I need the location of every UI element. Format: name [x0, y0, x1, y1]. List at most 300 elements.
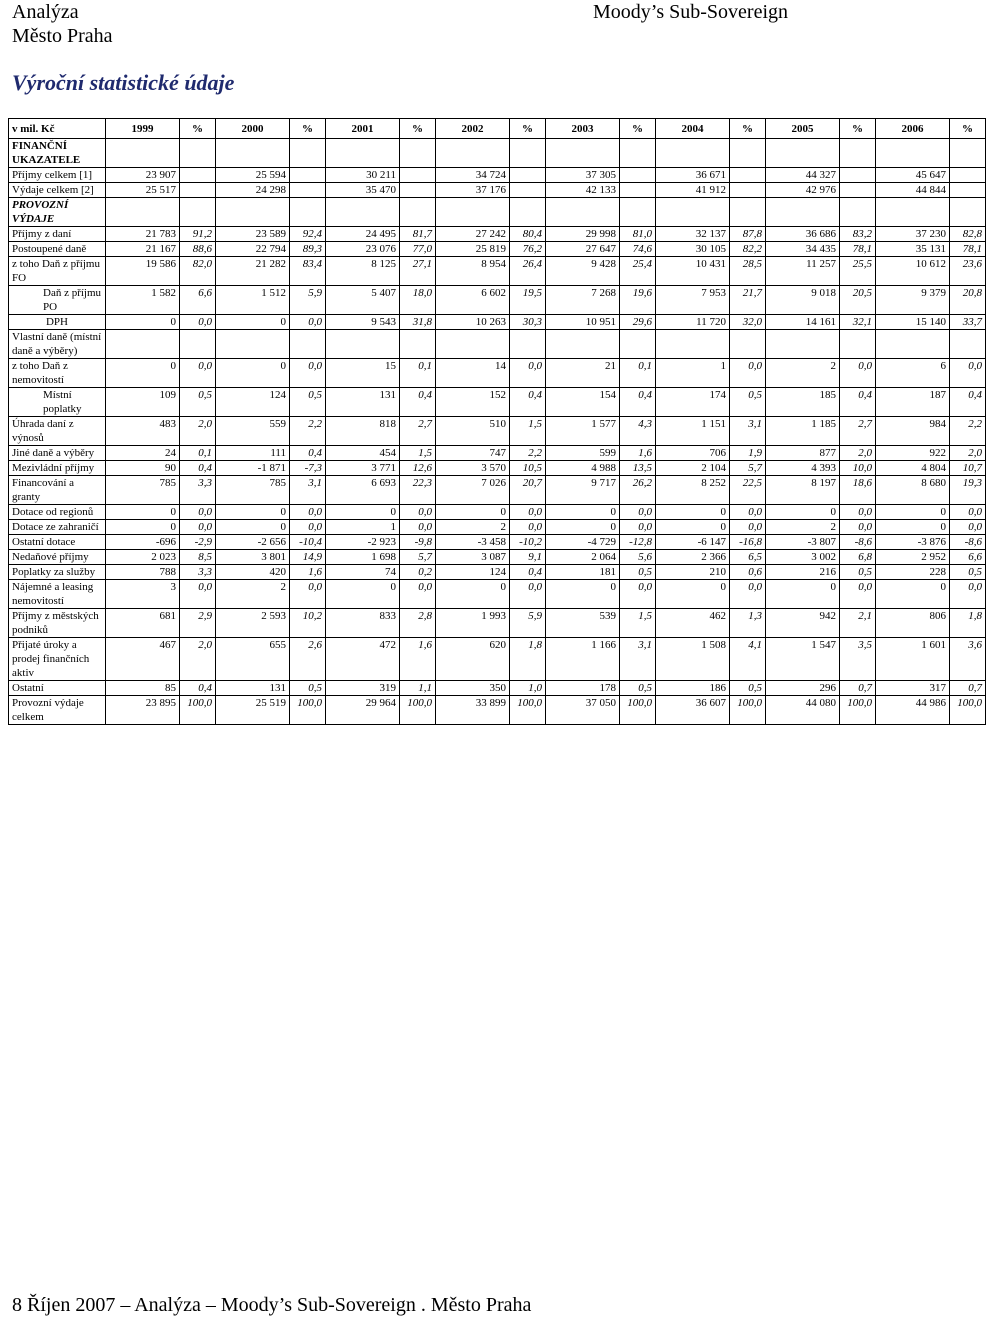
percent-cell: 2,2	[510, 446, 546, 461]
value-cell: 942	[766, 609, 840, 638]
percent-cell: 78,1	[950, 242, 986, 257]
row-label: Příjmy z městských podniků	[9, 609, 106, 638]
value-cell: 181	[546, 565, 620, 580]
percent-cell: 100,0	[180, 696, 216, 725]
percent-cell: 0,0	[290, 520, 326, 535]
percent-cell: 1,9	[730, 446, 766, 461]
value-cell: 186	[656, 681, 730, 696]
value-cell: 1 166	[546, 638, 620, 681]
percent-cell: 5,7	[730, 461, 766, 476]
value-cell: 1 582	[106, 286, 180, 315]
value-cell: 9 717	[546, 476, 620, 505]
value-cell: 23 076	[326, 242, 400, 257]
percent-cell: 0,0	[730, 505, 766, 520]
percent-cell: 0,0	[730, 520, 766, 535]
value-cell: 10 431	[656, 257, 730, 286]
statistics-table	[8, 118, 986, 725]
percent-cell: 0,5	[950, 565, 986, 580]
percent-cell: 12,6	[400, 461, 436, 476]
value-cell: 877	[766, 446, 840, 461]
value-cell: 24 298	[216, 183, 290, 198]
value-cell	[656, 139, 730, 168]
column-header-year: 2000	[216, 119, 290, 139]
percent-cell: -7,3	[290, 461, 326, 476]
value-cell: 9 543	[326, 315, 400, 330]
value-cell: 41 912	[656, 183, 730, 198]
column-header-year: 2002	[436, 119, 510, 139]
value-cell: 4 393	[766, 461, 840, 476]
value-cell: -6 147	[656, 535, 730, 550]
percent-cell	[180, 183, 216, 198]
row-label: PROVOZNÍ VÝDAJE	[9, 198, 106, 227]
value-cell: 10 951	[546, 315, 620, 330]
value-cell: 44 844	[876, 183, 950, 198]
table-row	[9, 417, 986, 446]
value-cell: 35 470	[326, 183, 400, 198]
percent-cell: 1,5	[620, 609, 656, 638]
table-row	[9, 535, 986, 550]
percent-cell: 82,2	[730, 242, 766, 257]
percent-cell: 80,4	[510, 227, 546, 242]
table-row	[9, 242, 986, 257]
value-cell: 8 252	[656, 476, 730, 505]
percent-cell: 6,8	[840, 550, 876, 565]
value-cell: 25 819	[436, 242, 510, 257]
value-cell: 9 379	[876, 286, 950, 315]
value-cell: 785	[106, 476, 180, 505]
percent-cell: 0,4	[840, 388, 876, 417]
percent-cell	[510, 198, 546, 227]
percent-cell: 5,6	[620, 550, 656, 565]
value-cell	[656, 330, 730, 359]
percent-cell: -10,2	[510, 535, 546, 550]
value-cell: 4 988	[546, 461, 620, 476]
table-row	[9, 257, 986, 286]
value-cell: 0	[766, 580, 840, 609]
percent-cell: 0,0	[510, 580, 546, 609]
value-cell: 0	[656, 580, 730, 609]
value-cell: 131	[326, 388, 400, 417]
value-cell: 1 993	[436, 609, 510, 638]
value-cell: 2	[766, 359, 840, 388]
column-header-percent: %	[290, 119, 326, 139]
percent-cell: 14,9	[290, 550, 326, 565]
percent-cell	[510, 183, 546, 198]
percent-cell	[180, 330, 216, 359]
value-cell: 1 508	[656, 638, 730, 681]
value-cell: 922	[876, 446, 950, 461]
column-header-percent: %	[400, 119, 436, 139]
percent-cell: 0,7	[840, 681, 876, 696]
value-cell: 111	[216, 446, 290, 461]
value-cell: 3 771	[326, 461, 400, 476]
value-cell: 29 998	[546, 227, 620, 242]
value-cell: 21 167	[106, 242, 180, 257]
value-cell: 36 607	[656, 696, 730, 725]
value-cell: 44 080	[766, 696, 840, 725]
percent-cell: 0,0	[180, 520, 216, 535]
percent-cell: 0,4	[400, 388, 436, 417]
value-cell: 21 783	[106, 227, 180, 242]
value-cell: 0	[766, 505, 840, 520]
value-cell: 8 125	[326, 257, 400, 286]
percent-cell: 31,8	[400, 315, 436, 330]
value-cell: 29 964	[326, 696, 400, 725]
value-cell: 1	[656, 359, 730, 388]
column-header-unit: v mil. Kč	[9, 119, 106, 139]
value-cell: 2 366	[656, 550, 730, 565]
value-cell: -4 729	[546, 535, 620, 550]
percent-cell: 0,4	[950, 388, 986, 417]
value-cell: 152	[436, 388, 510, 417]
column-header-year: 2005	[766, 119, 840, 139]
value-cell: 216	[766, 565, 840, 580]
percent-cell: 3,1	[620, 638, 656, 681]
percent-cell: 8,5	[180, 550, 216, 565]
percent-cell: 2,7	[840, 417, 876, 446]
value-cell: 23 895	[106, 696, 180, 725]
value-cell: -2 656	[216, 535, 290, 550]
value-cell: 539	[546, 609, 620, 638]
value-cell: 7 026	[436, 476, 510, 505]
row-label: z toho Daň z příjmu FO	[9, 257, 106, 286]
value-cell: 1 185	[766, 417, 840, 446]
value-cell: 124	[216, 388, 290, 417]
report-type: Analýza	[12, 1, 79, 23]
percent-cell: 0,4	[180, 461, 216, 476]
value-cell: 25 517	[106, 183, 180, 198]
value-cell	[106, 198, 180, 227]
percent-cell	[180, 139, 216, 168]
percent-cell: 0,0	[840, 580, 876, 609]
value-cell: 24 495	[326, 227, 400, 242]
percent-cell: 0,0	[180, 359, 216, 388]
value-cell: 30 105	[656, 242, 730, 257]
percent-cell	[510, 168, 546, 183]
row-label: Nedaňové příjmy	[9, 550, 106, 565]
value-cell: 23 907	[106, 168, 180, 183]
table-row	[9, 696, 986, 725]
row-label: Místní poplatky	[9, 388, 106, 417]
percent-cell	[730, 168, 766, 183]
value-cell: 21 282	[216, 257, 290, 286]
percent-cell	[840, 168, 876, 183]
row-label: Mezivládní příjmy	[9, 461, 106, 476]
percent-cell: 0,4	[290, 446, 326, 461]
value-cell: 1 601	[876, 638, 950, 681]
value-cell	[656, 198, 730, 227]
value-cell	[766, 198, 840, 227]
value-cell: 124	[436, 565, 510, 580]
percent-cell: 0,0	[180, 580, 216, 609]
percent-cell: 13,5	[620, 461, 656, 476]
column-header-year: 1999	[106, 119, 180, 139]
percent-cell	[180, 198, 216, 227]
value-cell: 0	[876, 520, 950, 535]
percent-cell: 23,6	[950, 257, 986, 286]
value-cell: 228	[876, 565, 950, 580]
percent-cell: 1,8	[510, 638, 546, 681]
percent-cell: 2,8	[400, 609, 436, 638]
row-label: Výdaje celkem [2]	[9, 183, 106, 198]
column-header-year: 2006	[876, 119, 950, 139]
row-label: Vlastní daně (místní daně a výběry)	[9, 330, 106, 359]
percent-cell: 2,2	[290, 417, 326, 446]
percent-cell: 0,5	[620, 681, 656, 696]
column-header-percent: %	[510, 119, 546, 139]
percent-cell: 2,1	[840, 609, 876, 638]
value-cell: 0	[106, 315, 180, 330]
value-cell	[106, 139, 180, 168]
value-cell: 2 104	[656, 461, 730, 476]
value-cell: 747	[436, 446, 510, 461]
column-header-year: 2001	[326, 119, 400, 139]
table-row	[9, 609, 986, 638]
percent-cell: 2,7	[400, 417, 436, 446]
percent-cell: 100,0	[950, 696, 986, 725]
value-cell	[876, 139, 950, 168]
table-row	[9, 580, 986, 609]
value-cell: 154	[546, 388, 620, 417]
percent-cell: 0,0	[400, 580, 436, 609]
value-cell: 350	[436, 681, 510, 696]
percent-cell: 2,0	[180, 417, 216, 446]
percent-cell: 0,0	[290, 359, 326, 388]
value-cell: 2 593	[216, 609, 290, 638]
value-cell: 1 512	[216, 286, 290, 315]
percent-cell: 100,0	[290, 696, 326, 725]
value-cell: 296	[766, 681, 840, 696]
percent-cell: 0,1	[400, 359, 436, 388]
percent-cell: 10,7	[950, 461, 986, 476]
row-label: Příjmy z daní	[9, 227, 106, 242]
value-cell	[546, 139, 620, 168]
value-cell: 10 612	[876, 257, 950, 286]
percent-cell: 0,0	[730, 580, 766, 609]
column-header-year: 2003	[546, 119, 620, 139]
value-cell	[106, 330, 180, 359]
value-cell: 2 952	[876, 550, 950, 565]
percent-cell: 9,1	[510, 550, 546, 565]
percent-cell: 0,0	[180, 315, 216, 330]
percent-cell	[950, 198, 986, 227]
percent-cell: 100,0	[510, 696, 546, 725]
page-title: Výroční statistické údaje	[12, 70, 235, 95]
percent-cell: 1,1	[400, 681, 436, 696]
percent-cell: -12,8	[620, 535, 656, 550]
value-cell: 45 647	[876, 168, 950, 183]
value-cell: 818	[326, 417, 400, 446]
value-cell: 131	[216, 681, 290, 696]
percent-cell: 19,3	[950, 476, 986, 505]
value-cell: 0	[106, 520, 180, 535]
value-cell: 559	[216, 417, 290, 446]
value-cell: 6	[876, 359, 950, 388]
value-cell: 14 161	[766, 315, 840, 330]
percent-cell: 0,0	[730, 359, 766, 388]
row-label: Ostatní dotace	[9, 535, 106, 550]
table-header-row	[9, 119, 986, 139]
value-cell: 462	[656, 609, 730, 638]
value-cell: 174	[656, 388, 730, 417]
row-label: Nájemné a leasing nemovitostí	[9, 580, 106, 609]
value-cell	[546, 198, 620, 227]
value-cell	[766, 330, 840, 359]
value-cell: 27 647	[546, 242, 620, 257]
percent-cell	[840, 330, 876, 359]
percent-cell	[730, 330, 766, 359]
table-row	[9, 520, 986, 535]
row-label: Jiné daně a výběry	[9, 446, 106, 461]
value-cell: 9 428	[546, 257, 620, 286]
percent-cell: 5,9	[510, 609, 546, 638]
percent-cell: 2,9	[180, 609, 216, 638]
value-cell: 27 242	[436, 227, 510, 242]
value-cell	[326, 330, 400, 359]
percent-cell: 5,9	[290, 286, 326, 315]
percent-cell: 0,0	[290, 505, 326, 520]
percent-cell: 0,5	[730, 388, 766, 417]
table-row	[9, 638, 986, 681]
percent-cell: 100,0	[620, 696, 656, 725]
percent-cell: 0,0	[620, 580, 656, 609]
value-cell: 1 698	[326, 550, 400, 565]
percent-cell: 19,5	[510, 286, 546, 315]
percent-cell	[840, 139, 876, 168]
value-cell: 24	[106, 446, 180, 461]
percent-cell: 2,0	[180, 638, 216, 681]
percent-cell: 0,5	[620, 565, 656, 580]
percent-cell: 0,1	[180, 446, 216, 461]
value-cell: 0	[546, 505, 620, 520]
percent-cell: 2,2	[950, 417, 986, 446]
row-label: Financování a granty	[9, 476, 106, 505]
row-label: z toho Daň z nemovitostí	[9, 359, 106, 388]
percent-cell	[400, 330, 436, 359]
percent-cell: 0,0	[950, 520, 986, 535]
column-header-year: 2004	[656, 119, 730, 139]
table-row	[9, 359, 986, 388]
percent-cell: 1,5	[400, 446, 436, 461]
percent-cell	[290, 198, 326, 227]
value-cell: 0	[216, 520, 290, 535]
value-cell: 472	[326, 638, 400, 681]
value-cell: 510	[436, 417, 510, 446]
percent-cell	[180, 168, 216, 183]
percent-cell: 25,4	[620, 257, 656, 286]
percent-cell: 2,0	[950, 446, 986, 461]
value-cell: 15	[326, 359, 400, 388]
value-cell: 178	[546, 681, 620, 696]
value-cell: 42 133	[546, 183, 620, 198]
percent-cell: 26,4	[510, 257, 546, 286]
value-cell: 23 589	[216, 227, 290, 242]
table-row	[9, 681, 986, 696]
value-cell: 25 519	[216, 696, 290, 725]
value-cell: 0	[216, 505, 290, 520]
percent-cell: 0,0	[510, 359, 546, 388]
percent-cell	[620, 183, 656, 198]
row-label: Přijaté úroky a prodej finančních aktiv	[9, 638, 106, 681]
percent-cell: 30,3	[510, 315, 546, 330]
percent-cell	[400, 183, 436, 198]
row-label: Daň z příjmu PO	[9, 286, 106, 315]
percent-cell: 78,1	[840, 242, 876, 257]
percent-cell: 1,5	[510, 417, 546, 446]
percent-cell	[620, 330, 656, 359]
percent-cell: -9,8	[400, 535, 436, 550]
value-cell: -1 871	[216, 461, 290, 476]
value-cell: 34 435	[766, 242, 840, 257]
percent-cell: 18,0	[400, 286, 436, 315]
value-cell: 6 693	[326, 476, 400, 505]
percent-cell	[950, 168, 986, 183]
value-cell: 4 804	[876, 461, 950, 476]
table-row	[9, 183, 986, 198]
value-cell: 420	[216, 565, 290, 580]
value-cell: 37 230	[876, 227, 950, 242]
percent-cell	[840, 198, 876, 227]
row-label: Ostatní	[9, 681, 106, 696]
table-row	[9, 446, 986, 461]
row-label: Dotace ze zahraničí	[9, 520, 106, 535]
percent-cell: 0,0	[400, 520, 436, 535]
value-cell: 3 570	[436, 461, 510, 476]
value-cell: 2	[216, 580, 290, 609]
value-cell: 210	[656, 565, 730, 580]
value-cell: 85	[106, 681, 180, 696]
row-label: Provozní výdaje celkem	[9, 696, 106, 725]
value-cell: 44 986	[876, 696, 950, 725]
row-label: DPH	[9, 315, 106, 330]
value-cell	[436, 198, 510, 227]
percent-cell: 22,5	[730, 476, 766, 505]
value-cell: 620	[436, 638, 510, 681]
percent-cell	[400, 168, 436, 183]
value-cell: 0	[216, 315, 290, 330]
percent-cell	[730, 198, 766, 227]
percent-cell	[510, 139, 546, 168]
percent-cell: 89,3	[290, 242, 326, 257]
percent-cell	[620, 168, 656, 183]
percent-cell: 28,5	[730, 257, 766, 286]
percent-cell: 82,8	[950, 227, 986, 242]
percent-cell: -16,8	[730, 535, 766, 550]
value-cell: -3 876	[876, 535, 950, 550]
percent-cell: 1,8	[950, 609, 986, 638]
table-row	[9, 198, 986, 227]
percent-cell: 0,4	[510, 388, 546, 417]
value-cell	[216, 198, 290, 227]
value-cell: 8 954	[436, 257, 510, 286]
percent-cell: 20,5	[840, 286, 876, 315]
value-cell: 319	[326, 681, 400, 696]
percent-cell: 6,6	[180, 286, 216, 315]
percent-cell: 26,2	[620, 476, 656, 505]
percent-cell: 83,2	[840, 227, 876, 242]
row-label: Dotace od regionů	[9, 505, 106, 520]
value-cell	[216, 139, 290, 168]
percent-cell: 77,0	[400, 242, 436, 257]
value-cell: 0	[876, 505, 950, 520]
value-cell: 33 899	[436, 696, 510, 725]
table-row	[9, 315, 986, 330]
table-row	[9, 330, 986, 359]
percent-cell: 25,5	[840, 257, 876, 286]
percent-cell: 6,6	[950, 550, 986, 565]
percent-cell: 0,0	[510, 520, 546, 535]
value-cell: 90	[106, 461, 180, 476]
